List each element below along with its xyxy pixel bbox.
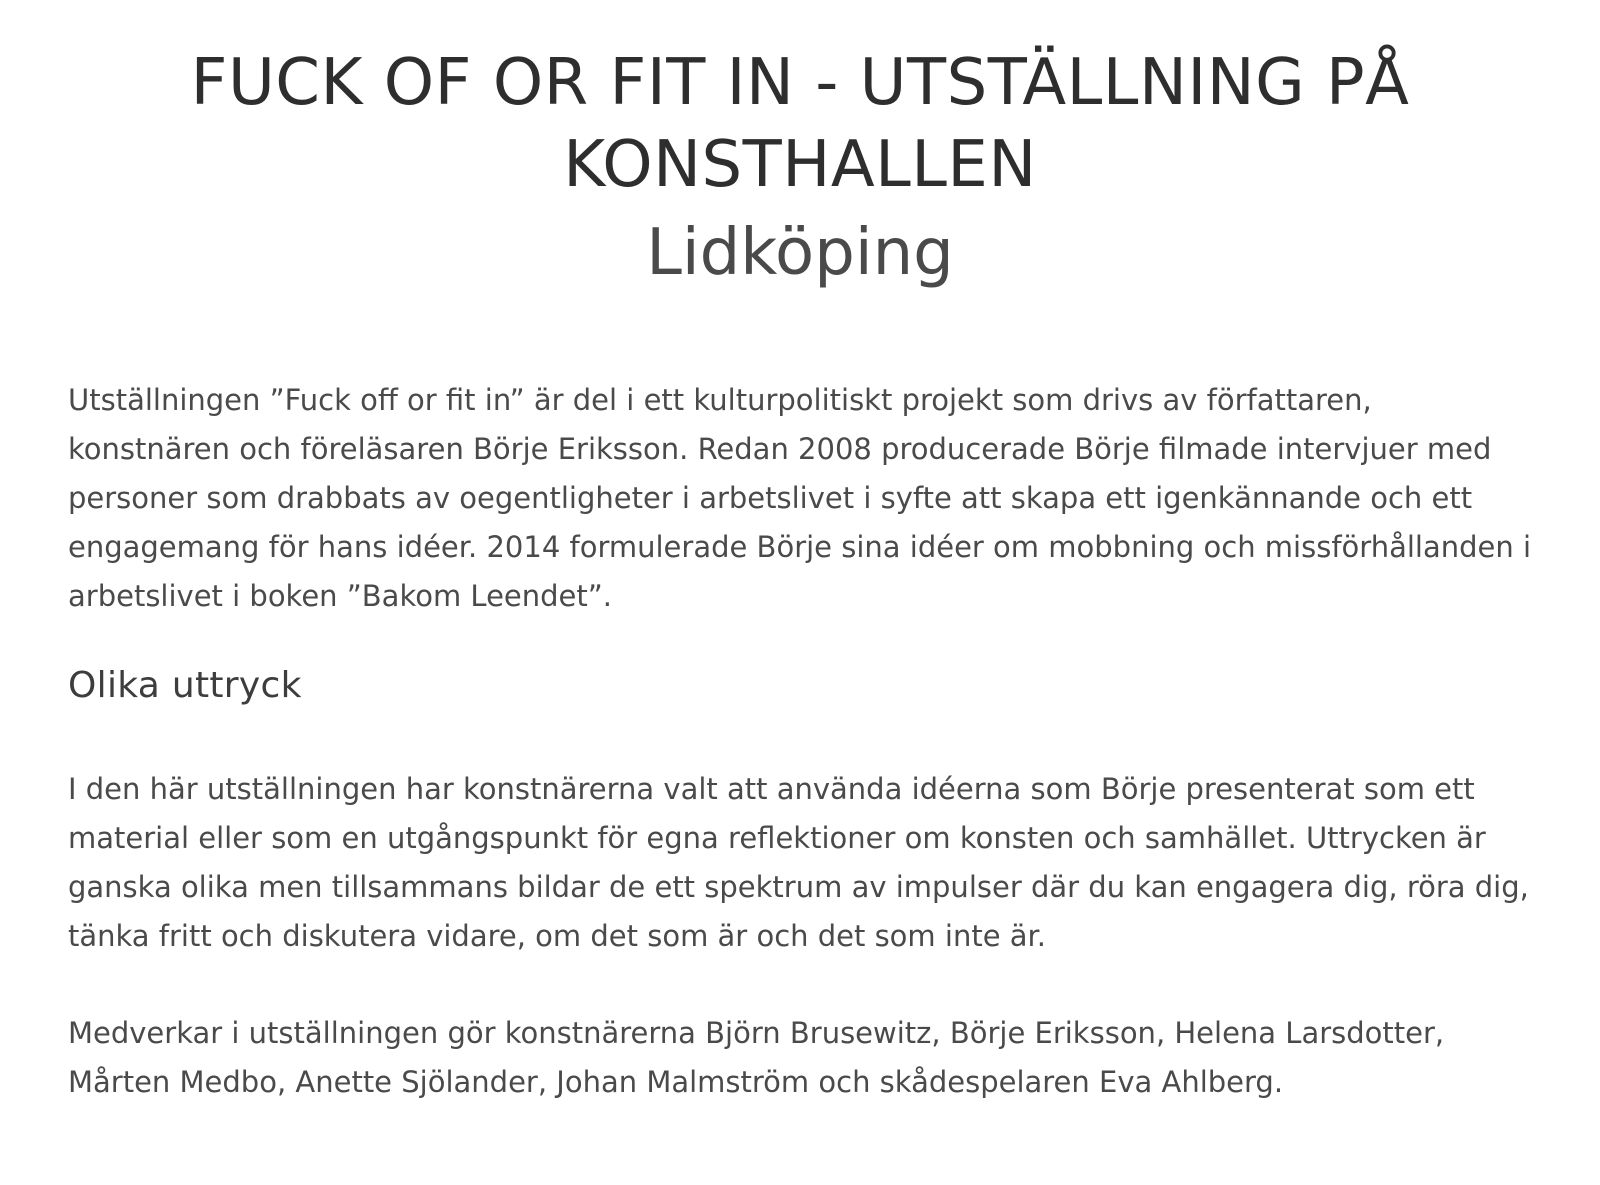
page-subtitle: Lidköping [646, 216, 954, 290]
section-heading: Olika uttryck [68, 665, 302, 706]
body-paragraph: I den här utställningen har konstnärerna valt att använda idéerna som Börje presenterat som ett material eller som en utgångspunkt för egna reflektioner om konsten och samhället. Uttrycken är ganska olika men tillsammans bildar de ett spektrum av impulser där du kan engagera dig, röra dig, tänka fritt och diskutera vidare, om det som är och det som inte är. [68, 772, 1529, 953]
intro-paragraph: Utställningen ”Fuck off or fit in” är del i ett kulturpolitiskt projekt som drivs av författaren, konstnären och föreläsaren Börje Eriksson. Redan 2008 producerade Börje filmade intervjuer med personer som drabbats av oegentligheter i arbetslivet i syfte att skapa ett igenkännande och ett engagemang för hans idéer. 2014 formulerade Börje sina idéer om mobbning och missförhållanden i arbetslivet i boken ”Bakom Leendet”. [68, 383, 1532, 613]
article-content [68, 376, 1532, 1107]
page-title: FUCK OF OR FIT IN - UTSTÄLLNING PÅ KONSTHALLEN [190, 46, 1410, 202]
participants-paragraph: Medverkar i utställningen gör konstnärerna Björn Brusewitz, Börje Eriksson, Helena Larsdotter, Mårten Medbo, Anette Sjölander, Johan Malmström och skådespelaren Eva Ahlberg. [68, 1016, 1445, 1099]
title-block [68, 0, 1532, 294]
